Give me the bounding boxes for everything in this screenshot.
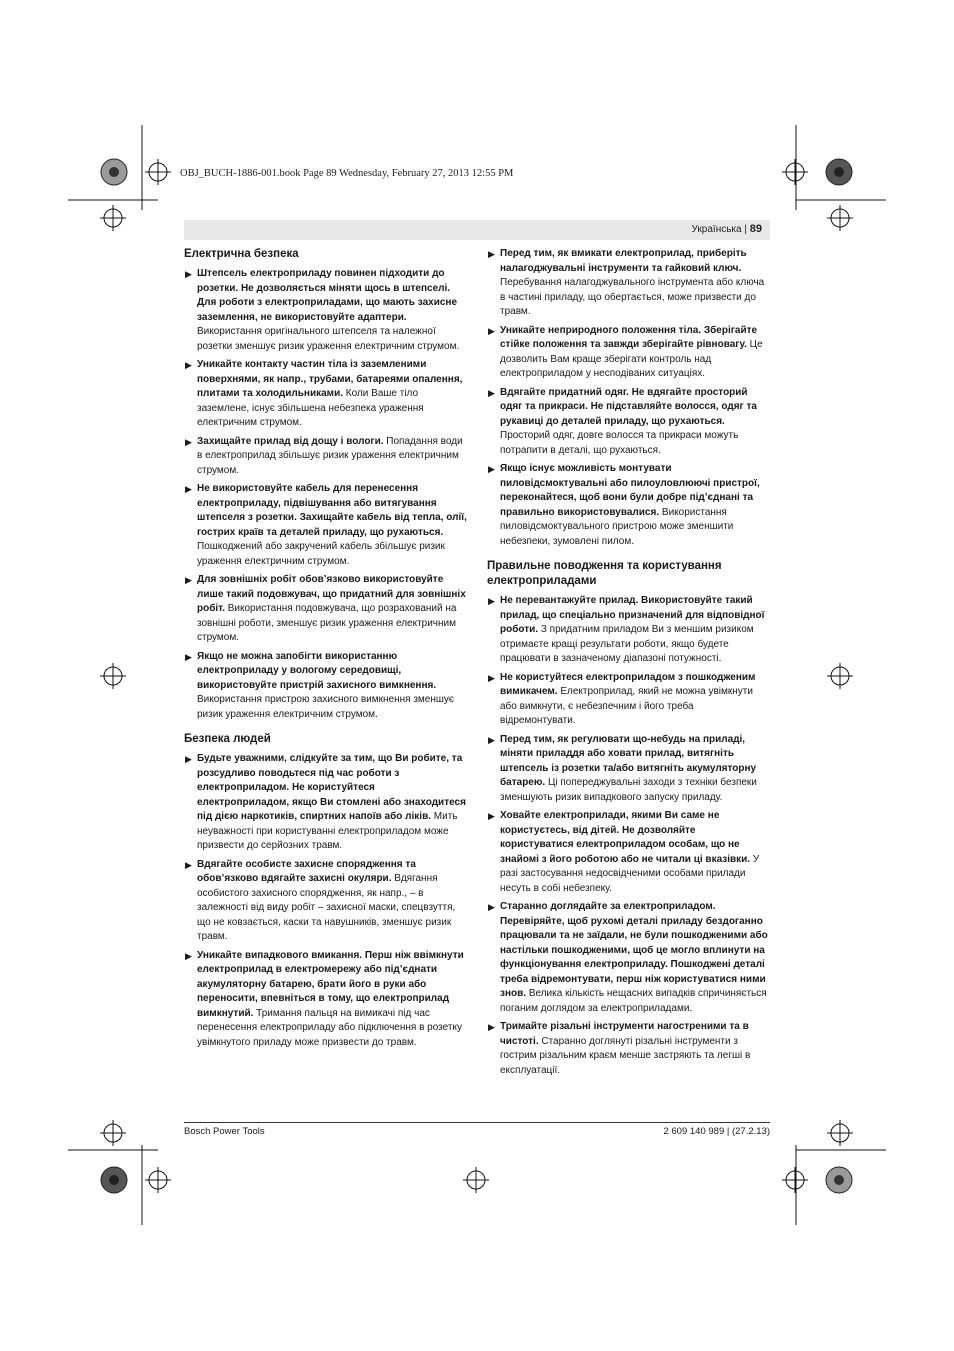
- page-header: [692, 223, 762, 235]
- item-text: Ці попереджувальні заходи з техніки безпеки зменшують ризик випадкового запуску приладу.: [500, 777, 757, 803]
- item-bold-text: Уникайте контакту частин тіла із заземленими поверхнями, як напр., трубами, батареями опалення, плитами та холодильниками.: [197, 359, 463, 399]
- footer-rule: [184, 1122, 770, 1123]
- item-text: Велика кількість нещасних випадків спричиняється поганим доглядом за електроприладами.: [500, 988, 767, 1014]
- bullet-arrow-icon: ▶: [488, 902, 495, 912]
- item-text: Попадання води в електроприлад збільшує ризик ураження електричним струмом.: [197, 435, 463, 476]
- list-item: [184, 435, 467, 479]
- footer-brand: Bosch Power Tools: [184, 1126, 265, 1137]
- bullet-arrow-icon: ▶: [185, 575, 192, 585]
- item-text: Тримання пальця на вимикачі під час перенесення електроприладу або підключення в розетку увімкнутого приладу може призвести до травм.: [197, 1007, 462, 1048]
- personal-safety-list: [184, 752, 467, 1050]
- list-item: [487, 900, 770, 1016]
- list-item: [487, 247, 770, 320]
- list-item: [184, 858, 467, 945]
- item-bold-text: Старанно доглядайте за електроприладом. Перевіряйте, щоб рухомі деталі приладу бездоганно працювали та не заїдали, не були пошкодженими або настільки пошкодженими, щоб це могло вплинути на функціонування електроприладу. Пошкоджені деталі треба відремонтувати, перш ніж користуватися ними знов.: [500, 901, 768, 999]
- item-text: Просторий одяг, довге волосся та прикраси можуть потрапити в деталі, що рухаються.: [500, 430, 739, 456]
- bullet-arrow-icon: ▶: [488, 811, 495, 821]
- item-text: Це дозволить Вам краще зберігати контроль над електроприладом у несподіваних ситуаціях.: [500, 339, 763, 379]
- item-bold-text: Будьте уважними, слідкуйте за тим, що Ви робите, та розсудливо поводьтеся під час роботи з електроприладом. Не користуйтеся електроприладом, якщо Ви стомлені або знаходитеся під дією наркотиків, спиртних напоїв або ліків.: [197, 753, 466, 822]
- bullet-arrow-icon: ▶: [488, 249, 495, 259]
- bullet-arrow-icon: ▶: [488, 596, 495, 606]
- bullet-arrow-icon: ▶: [185, 269, 192, 279]
- item-text: Вдягання особистого захисного спорядження, як напр., – в залежності від виду робіт – захисної маски, спецвзуття, що не ковзається, каски та навушників, зменшує ризик травм.: [197, 873, 456, 942]
- item-bold-text: Для зовнішніх робіт обов’язково використовуйте лише такий подовжувач, що придатний для зовнішніх робіт.: [197, 574, 466, 614]
- item-text: Коли Ваше тіло заземлене, існує збільшена небезпека ураження електричним струмом.: [197, 388, 424, 428]
- list-item: [184, 650, 467, 723]
- item-bold-text: Вдягайте особисте захисне спорядження та обов’язково вдягайте захисні окуляри.: [197, 858, 416, 884]
- item-text: Перебування налагоджувального інструмента або ключа в частині приладу, що обертається, може призвести до травм.: [500, 277, 765, 317]
- list-item: [487, 1020, 770, 1078]
- right-column: [487, 247, 770, 1082]
- bullet-arrow-icon: ▶: [185, 859, 192, 870]
- item-bold-text: Штепсель електроприладу повинен підходити до розетки. Не дозволяється міняти щось в штепселі. Для роботи з електроприладами, що мають захисне заземлення, не використовуйте адаптери.: [197, 268, 458, 323]
- item-bold-text: Захищайте прилад від дощу і вологи.: [197, 435, 384, 447]
- item-bold-text: Перед тим, як регулювати що-небудь на приладі, міняти приладдя або ховати прилад, витягніть штепсель із розетки та/або витягніть акумуляторну батарею.: [500, 733, 757, 788]
- item-text: Використання оригінального штепселя та належної розетки зменшує ризик ураження електричним струмом.: [197, 326, 460, 352]
- item-bold-text: Вдягайте придатний одяг. Не вдягайте просторий одяг та прикраси. Не підставляйте волосся, одяг та рукавиці до деталей приладу, що рухаються.: [500, 386, 757, 427]
- bullet-arrow-icon: ▶: [185, 651, 192, 662]
- left-column: [184, 247, 467, 1054]
- item-text: Використання пиловідсмоктувального пристрою може зменшити небезпеки, зумовлені пилом.: [500, 506, 734, 547]
- list-item: [487, 809, 770, 896]
- bullet-arrow-icon: ▶: [488, 387, 495, 398]
- item-text: Пошкоджений або закручений кабель збільшує ризик ураження електричним струмом.: [197, 541, 445, 567]
- section-heading-tool-use: Правильне поводження та користування електроприладами: [487, 560, 722, 587]
- item-bold-text: Тримайте різальні інструменти нагостреними та в чистоті.: [500, 1021, 749, 1047]
- item-bold-text: Не використовуйте кабель для перенесення електроприладу, підвішування або витягування штепселя з розетки. Захищайте кабель від тепла, олії, гострих країв та деталей приладу, що рухаються.: [197, 483, 467, 538]
- list-item: [184, 482, 467, 569]
- list-item: [184, 949, 467, 1051]
- bullet-arrow-icon: ▶: [185, 484, 192, 494]
- bullet-arrow-icon: ▶: [185, 754, 192, 764]
- list-item: [487, 671, 770, 729]
- list-item: [487, 462, 770, 549]
- item-bold-text: Уникайте випадкового вмикання. Перш ніж ввімкнути електроприлад в електромережу або під’єднати акумуляторну батарею, брати його в руки або переносити, впевніться в тому, що електроприлад вимкнутий.: [197, 949, 464, 1019]
- bullet-arrow-icon: ▶: [488, 1022, 495, 1032]
- header-language: Українська |: [691, 224, 747, 235]
- footer-doc-number: 2 609 140 989 | (27.2.13): [663, 1126, 770, 1137]
- item-bold-text: Не користуйтеся електроприладом з пошкодженим вимикачем.: [500, 671, 756, 697]
- personal-safety-list-continued: [487, 247, 770, 549]
- list-item: [184, 752, 467, 854]
- item-bold-text: Якщо не можна запобігти використанню електроприладу у вологому середовищі, використовуйте пристрій захисного вимкнення.: [197, 650, 437, 691]
- list-item: [184, 358, 467, 431]
- item-bold-text: Якщо існує можливість монтувати пиловідсмоктувальні або пилоуловлюючі пристрої, переконайтеся, щоб вони були добре під’єднані та правильно використовувалися.: [500, 463, 760, 518]
- bullet-arrow-icon: ▶: [185, 436, 192, 447]
- bullet-arrow-icon: ▶: [488, 734, 495, 745]
- item-bold-text: Не перевантажуйте прилад. Використовуйте такий прилад, що спеціально призначений для відповідної роботи.: [500, 595, 765, 635]
- item-text: У разі застосування недосвідченими особами прилади несуть в собі небезпеку.: [500, 853, 760, 894]
- section-heading-electrical-safety: Електрична безпека: [184, 248, 299, 260]
- page-number: 89: [749, 223, 762, 235]
- list-item: [487, 733, 770, 806]
- page-header-bar: [184, 220, 770, 240]
- bullet-arrow-icon: ▶: [488, 672, 495, 683]
- item-text: Використання пристрою захисного вимкнення зменшує ризик ураження електричним струмом.: [197, 694, 454, 720]
- item-bold-text: Уникайте неприродного положення тіла. Зберігайте стійке положення та завжди зберігайте рівновагу.: [500, 324, 758, 350]
- list-item: [487, 324, 770, 382]
- list-item: [487, 386, 770, 459]
- bullet-arrow-icon: ▶: [488, 325, 495, 336]
- bullet-arrow-icon: ▶: [185, 950, 192, 961]
- bullet-arrow-icon: ▶: [185, 360, 192, 370]
- item-text: Електроприлад, який не можна увімкнути або вимкнути, є небезпечним і його треба відремонтувати.: [500, 686, 753, 726]
- tool-use-list: [487, 594, 770, 1078]
- print-slug: OBJ_BUCH-1886-001.book Page 89 Wednesday, February 27, 2013 12:55 PM: [180, 168, 514, 179]
- list-item: [184, 267, 467, 354]
- item-text: Старанно доглянуті різальні інструменти з гострим різальним краєм менше застряють та легші в експлуатації.: [500, 1035, 751, 1076]
- electrical-safety-list: [184, 267, 467, 722]
- item-bold-text: Перед тим, як вмикати електроприлад, приберіть налагоджувальні інструменти та гайковий ключ.: [500, 248, 747, 274]
- bullet-arrow-icon: ▶: [488, 464, 495, 474]
- item-bold-text: Ховайте електроприлади, якими Ви саме не користуєтесь, від дітей. Не дозволяйте користуватися електроприладом особам, що не знайомі з його роботою або не читали ці вказівки.: [500, 810, 751, 865]
- list-item: [184, 573, 467, 646]
- item-text: Мить неуважності при користуванні електроприладом може призвести до серйозних травм.: [197, 811, 458, 851]
- item-text: З придатним приладом Ви з меншим ризиком отримаєте кращі результати роботи, якщо будете працювати в зазначеному діапазоні потужності.: [500, 624, 754, 664]
- list-item: [487, 594, 770, 667]
- item-text: Використання подовжувача, що розрахований на зовнішні роботи, зменшує ризик ураження електричним струмом.: [197, 603, 457, 643]
- section-heading-personal-safety: Безпека людей: [184, 733, 271, 745]
